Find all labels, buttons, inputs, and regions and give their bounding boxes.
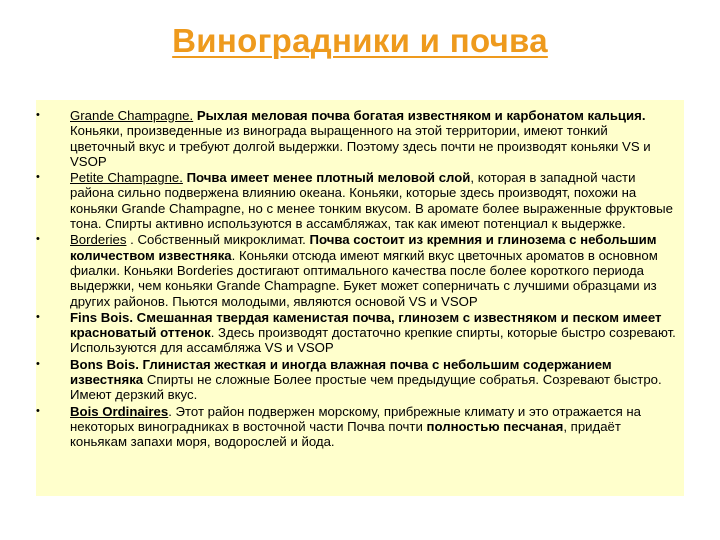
item-text: , которая в западной части района сильно подвержена влиянию океана. Коньяки, которые здесь производят, похожи на коньяки Grande Champagne, но с менее тонким вкусом. В аромате более выраженные фруктовые тона. Спирты активно используются в ассамбляжах, так как имеют потенциал к выдержке. bbox=[70, 170, 673, 232]
list-item-bois-ordinaires bbox=[36, 404, 676, 450]
bullet-icon: • bbox=[36, 310, 40, 323]
soil-description: Почва состоит из кремния и глинозема с небольшим количеством известняка bbox=[70, 232, 657, 263]
soil-description: Рыхлая меловая почва богатая известняком и карбонатом кальция. bbox=[193, 108, 646, 123]
region-name: Petite Champagne. bbox=[70, 170, 183, 186]
region-name: Fins Bois bbox=[70, 309, 130, 325]
item-text-before: . Этот район подвержен морскому, прибрежные климату и это отражается на некоторых виноградниках в восточной части Почва почти bbox=[70, 403, 641, 434]
list-item-bons-bois bbox=[36, 357, 676, 403]
bullet-icon: • bbox=[36, 357, 40, 370]
list-item-petite-champagne bbox=[36, 170, 676, 231]
soil-description: Почва имеет менее плотный меловой слой bbox=[182, 170, 471, 186]
bullet-icon: • bbox=[36, 404, 40, 417]
soil-description: полностью песчаная bbox=[426, 418, 564, 434]
item-text: . Здесь производят достаточно крепкие спирты, которые быстро созревают. Используются для ассамбляжа VS и VSOP bbox=[70, 325, 676, 356]
list-item-borderies bbox=[36, 232, 676, 308]
region-name: Borderies bbox=[70, 232, 127, 248]
slide-title: Виноградники и почва bbox=[172, 22, 548, 59]
region-name: Grande Champagne. bbox=[70, 108, 194, 123]
item-text: Коньяки, произведенные из винограда выращенного на этой территории, имеют тонкий цветочный вкус и требуют долгой выдержки. Поэтому здесь почти не производят коньяки VS и VSOP bbox=[70, 123, 651, 169]
content-box bbox=[36, 100, 684, 496]
bullet-list bbox=[36, 100, 684, 450]
soil-description: . Глинистая жесткая и иногда влажная почва с небольшим содержанием известняка bbox=[70, 356, 612, 388]
soil-description: . Смешанная твердая каменистая почва, глинозем с известняком и песком имеет красноватый оттенок bbox=[70, 309, 662, 341]
region-name: Bois Ordinaires bbox=[70, 403, 169, 419]
item-text-before: . Собственный микроклимат. bbox=[126, 232, 310, 248]
list-item-grande-champagne bbox=[36, 108, 676, 169]
bullet-icon: • bbox=[36, 109, 40, 121]
list-item-fins-bois bbox=[36, 310, 676, 356]
region-name: Bons Bois bbox=[70, 356, 136, 372]
bullet-icon: • bbox=[36, 233, 40, 246]
item-text: . Коньяки отсюда имеют мягкий вкус цветочных ароматов в основном фиалки. Коньяки Borderies достигают оптимального качества после более короткого периода выдержки, чем коньяки Grande Champagne. Букет может соперничать с лучшими образцами из других районов. Пьются молодыми, являются основой VS и VSOP bbox=[70, 247, 658, 309]
bullet-icon: • bbox=[36, 171, 40, 184]
item-text: Спирты не сложные Более простые чем предыдущие собратья. Созревают быстро. Имеют дерзкий вкус. bbox=[70, 372, 662, 403]
item-text: , придаёт коньякам запахи моря, водорослей и йода. bbox=[70, 418, 621, 450]
